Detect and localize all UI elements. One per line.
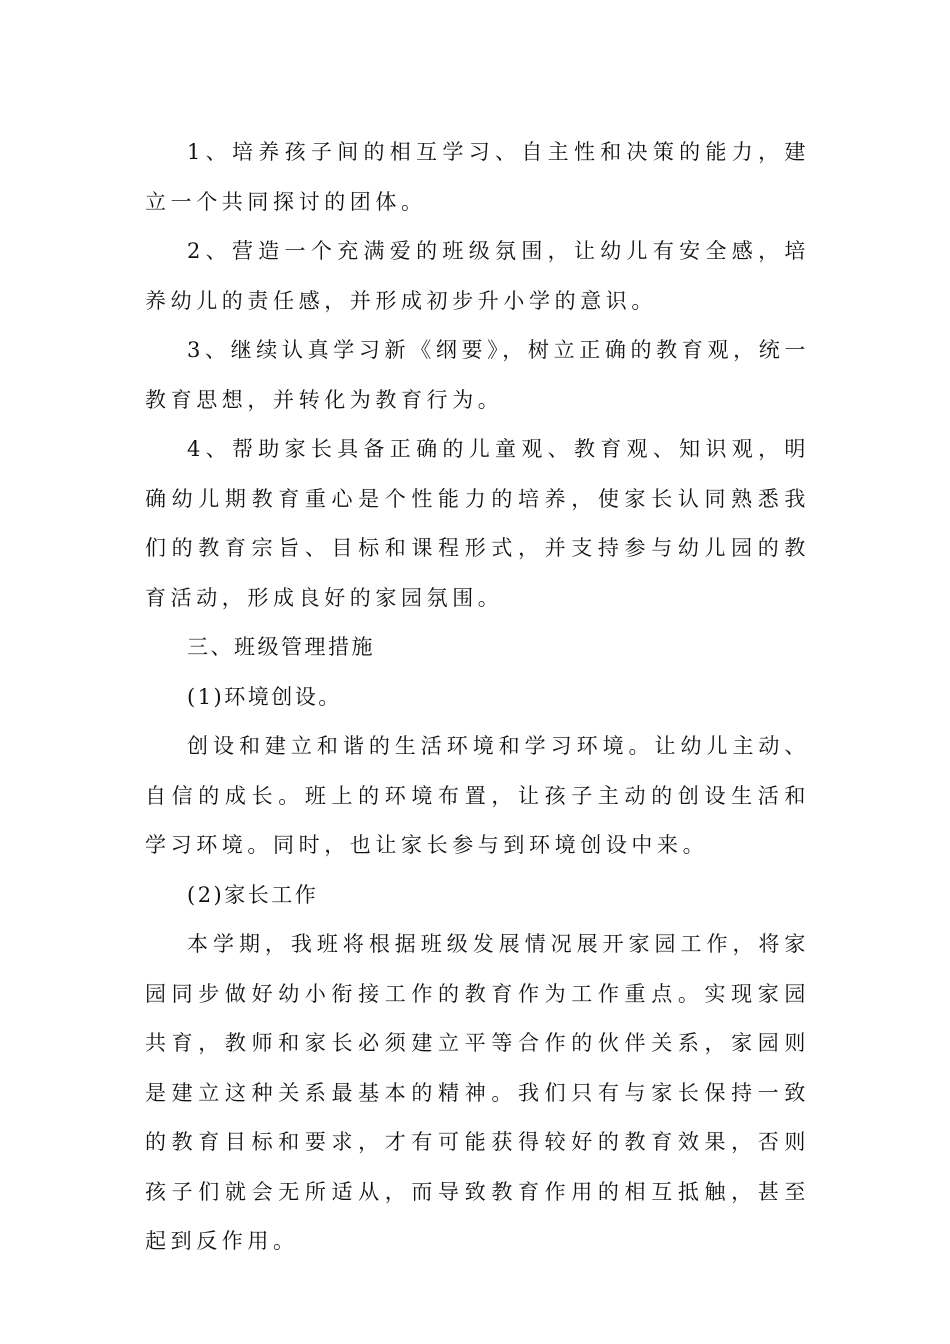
parents-paragraph: 本学期，我班将根据班级发展情况展开家园工作，将家园同步做好幼小衔接工作的教育作为工作重点。实现家园共育，教师和家长必须建立平等合作的伙伴关系，家园则是建立这种关系最基本的精神。我们只有与家长保持一致的教育目标和要求，才有可能获得较好的教育效果，否则孩子们就会无所适从，而导致教育作用的相互抵触，甚至起到反作用。 xyxy=(145,932,810,1253)
environment-paragraph: 创设和建立和谐的生活环境和学习环境。让幼儿主动、自信的成长。班上的环境布置，让孩子主动的创设生活和学习环境。同时，也让家长参与到环境创设中来。 xyxy=(145,734,810,857)
goal-paragraph-2: 2、营造一个充满爱的班级氛围，让幼儿有安全感，培养幼儿的责任感，并形成初步升小学的意识。 xyxy=(145,239,810,313)
goal-paragraph-4: 4、帮助家长具备正确的儿童观、教育观、知识观，明确幼儿期教育重心是个性能力的培养，使家长认同熟悉我们的教育宗旨、目标和课程形式，并支持参与幼儿园的教育活动，形成良好的家园氛围。 xyxy=(145,437,810,610)
section-heading: 三、班级管理措施 xyxy=(187,635,375,659)
document-body xyxy=(145,128,810,1267)
subheading-parents: (2)家长工作 xyxy=(187,882,319,907)
goal-paragraph-1: 1、培养孩子间的相互学习、自主性和决策的能力，建立一个共同探讨的团体。 xyxy=(145,140,810,214)
subheading-environment: (1)环境创设。 xyxy=(187,684,342,709)
goal-paragraph-3: 3、继续认真学习新《纲要》，树立正确的教育观，统一教育思想，并转化为教育行为。 xyxy=(145,338,810,412)
